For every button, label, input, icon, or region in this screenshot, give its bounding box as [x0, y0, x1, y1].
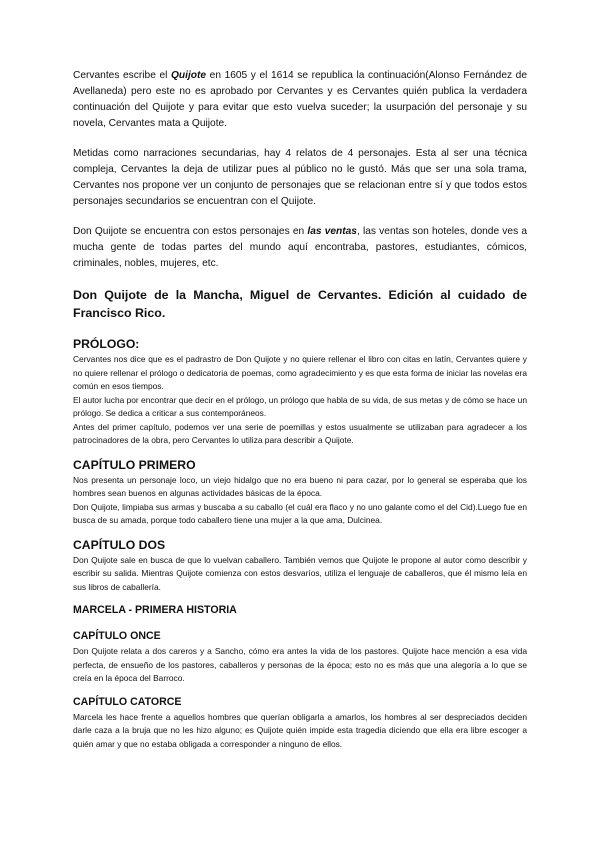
cap1-paragraph-1: Nos presenta un personaje loco, un viejo hidalgo que no era bueno ni para cazar, por lo general se esperaba que los hombres sean buenos en algunas actividades básicas de la época. [73, 474, 527, 498]
intro-paragraph-1 [73, 68, 527, 132]
heading-capitulo-once: CAPÍTULO ONCE [73, 630, 161, 642]
section-capitulo-once [73, 629, 527, 686]
section-prologo [73, 336, 527, 448]
section-capitulo-dos [73, 537, 527, 595]
heading-capitulo-dos: CAPÍTULO DOS [73, 537, 166, 552]
section-capitulo-primero [73, 457, 527, 528]
cap11-paragraph-1: Don Quijote relata a dos careros y a Sancho, cómo era antes la vida de los pastores. Quijote hace mención a esa vida perfecta, de ensueño de los pastores, caballeros y personas de la época; esto no es más que una alegoría a lo que se creía en la época del Barroco. [73, 646, 527, 683]
prologo-paragraph-1: Cervantes nos dice que es el padrastro de Don Quijote y no quiere rellenar el libro con citas en latín, Cervantes quiere y no quiere rellenar el prólogo o dedicatoria de poemas, como agradecimiento y es que esta forma de iniciar las novelas era común en esos tiempos. [73, 354, 527, 391]
book-title: Don Quijote de la Mancha, Miguel de Cervantes. Edición al cuidado de Francisco Rico. [73, 288, 527, 320]
prologo-paragraph-2: El autor lucha por encontrar que decir en el prólogo, un prólogo que habla de su vida, de sus metas y de cómo se hace un prólogo. Se dedica a criticar a sus contemporáneos. [73, 394, 527, 418]
text-run: Cervantes escribe el [73, 70, 171, 81]
heading-capitulo-primero: CAPÍTULO PRIMERO [73, 457, 196, 472]
heading-prologo: PRÓLOGO: [73, 337, 140, 351]
cap1-paragraph-2: Don Quijote, limpiaba sus armas y buscaba a su caballo (el cuál era flaco y no uno galante como el del Cid).Luego fue en busca de su amada, porque todo caballero tiene una mujer a la que ama, Dulcinea. [73, 501, 527, 525]
text-run: en 1605 y el 1614 se republica la continuación(Alonso Fernández de Avellaneda) pero este no es aprobado por Cervantes y es Cervantes quién publica la verdadera continuación del Quijote y para evitar que esto vuelva suceder; la usurpación del personaje y su novela, Cervantes mata a Quijote. [73, 70, 527, 129]
text-run: , las ventas son hoteles, donde ves a mucha gente de todas partes del mundo aquí encontraba, pastores, estudiantes, cómicos, criminales, nobles, mujeres, etc. [73, 226, 527, 269]
heading-marcela: MARCELA - PRIMERA HISTORIA [73, 604, 237, 616]
prologo-paragraph-3: Antes del primer capítulo, podemos ver una serie de poemillas y estos usualmente se utilizaban para agradecer a los patrocinadores de la obra, pero Cervantes lo utiliza para describir a Quijote. [73, 421, 527, 445]
intro-paragraph-2: Metidas como narraciones secundarias, hay 4 relatos de 4 personajes. Esta al ser una técnica compleja, Cervantes la deja de utilizar pues al público no le gustó. Más que ser una sola trama, Cervantes nos propone ver un conjunto de personajes que se relacionan entre sí y que todos estos personajes secundarios se encuentran con el Quijote. [73, 148, 527, 207]
text-run: Don Quijote se encuentra con estos personajes en [73, 226, 308, 237]
intro-paragraph-3 [73, 224, 527, 272]
emphasis-las-ventas: las ventas [307, 226, 357, 237]
emphasis-quijote: Quijote [170, 70, 207, 81]
heading-capitulo-catorce: CAPÍTULO CATORCE [73, 695, 182, 708]
section-capitulo-catorce [73, 695, 527, 752]
cap14-paragraph-1: Marcela les hace frente a aquellos hombres que querían obligarla a amarlos, los hombres al ser despreciados deciden darle caza a la bruja que no les hizo alguno; es Quijote quién impide esta tragedia diciendo que ella era libre escoger a quién amar y que no estaba obligada a corresponder a ninguno de ellos. [73, 711, 527, 749]
cap2-paragraph-1: Don Quijote sale en busca de que lo vuelvan caballero. También vemos que Quijote le propone al autor como describir y escribir su salida. Mientras Quijote comienza con estos desvaríos, utiliza el lenguaje de caballeros, que él mismo leía en sus libros de caballería. [73, 554, 527, 592]
